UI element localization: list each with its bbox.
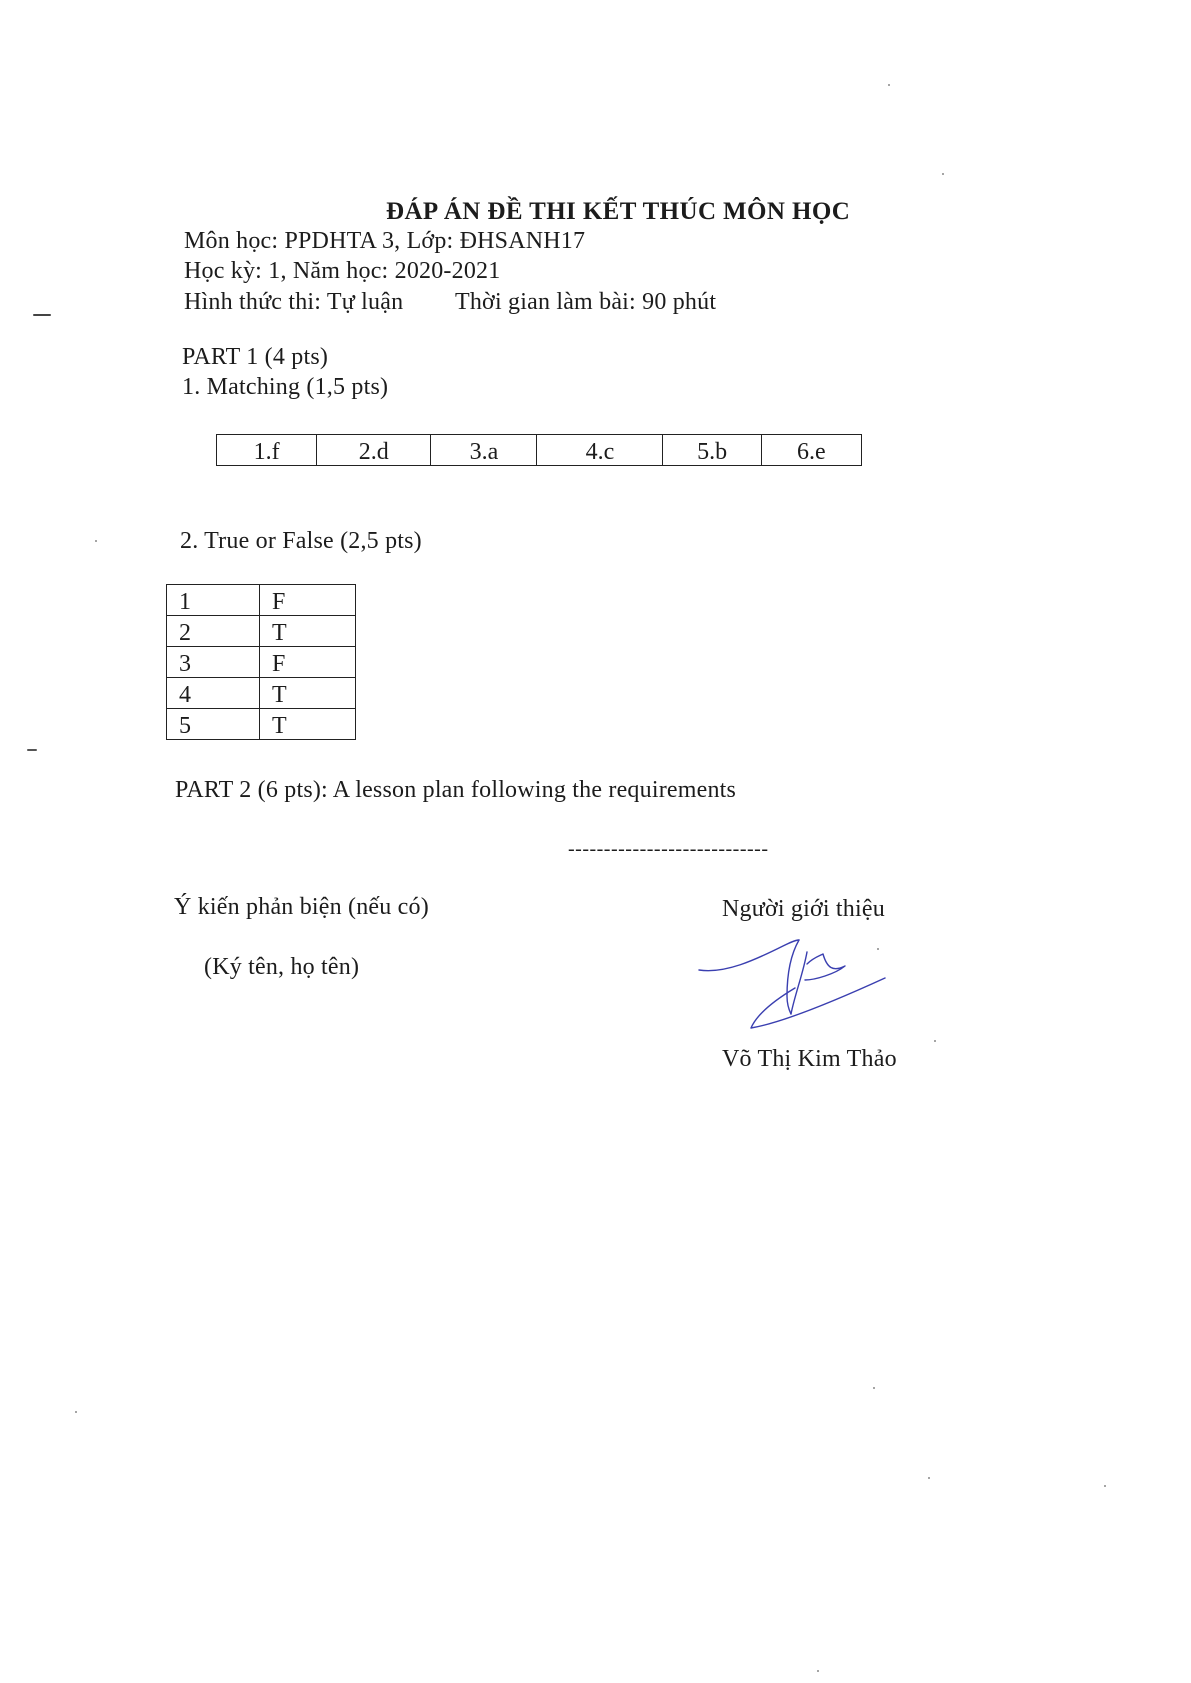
matching-answer-cell: 3.a (431, 435, 537, 466)
answer-cell: F (260, 647, 356, 678)
subject-class-line: Môn học: PPDHTA 3, Lớp: ĐHSANH17 (184, 228, 586, 254)
document-title: ĐÁP ÁN ĐỀ THI KẾT THÚC MÔN HỌC (386, 198, 851, 225)
matching-answer-cell: 4.c (537, 435, 663, 466)
scan-speck (33, 314, 51, 316)
question-number-cell: 3 (167, 647, 260, 678)
true-false-answer-table (166, 584, 356, 740)
question-number-cell: 4 (167, 678, 260, 709)
introducer-name: Võ Thị Kim Thảo (722, 1046, 897, 1072)
scan-speck (942, 173, 944, 175)
matching-answer-cell: 1.f (217, 435, 317, 466)
matching-heading: 1. Matching (1,5 pts) (182, 374, 389, 400)
matching-answer-cell: 2.d (317, 435, 431, 466)
table-row (167, 616, 356, 647)
exam-format-line: Hình thức thi: Tự luận (184, 289, 404, 315)
table-row (167, 709, 356, 740)
reviewer-label: Ý kiến phản biện (nếu có) (174, 894, 429, 920)
handwritten-signature (695, 934, 905, 1044)
scan-speck (1104, 1485, 1106, 1487)
scan-speck (27, 749, 37, 751)
table-row (217, 435, 862, 466)
answer-cell: F (260, 585, 356, 616)
question-number-cell: 1 (167, 585, 260, 616)
table-row (167, 647, 356, 678)
matching-answer-cell: 6.e (761, 435, 861, 466)
exam-duration-line: Thời gian làm bài: 90 phút (455, 289, 717, 315)
reviewer-sign-note: (Ký tên, họ tên) (204, 954, 360, 980)
table-row (167, 585, 356, 616)
question-number-cell: 2 (167, 616, 260, 647)
scan-speck (873, 1387, 875, 1389)
matching-answer-cell: 5.b (663, 435, 761, 466)
answer-cell: T (260, 709, 356, 740)
scan-speck (75, 1411, 77, 1413)
signature-strokes (699, 940, 885, 1028)
scan-speck (928, 1477, 930, 1479)
separator-line: ---------------------------- (568, 838, 769, 860)
true-false-heading: 2. True or False (2,5 pts) (180, 528, 422, 554)
semester-year-line: Học kỳ: 1, Năm học: 2020-2021 (184, 258, 501, 284)
matching-answer-table (216, 434, 862, 466)
introducer-label: Người giới thiệu (722, 896, 885, 922)
answer-cell: T (260, 616, 356, 647)
table-row (167, 678, 356, 709)
scan-speck (95, 540, 97, 542)
part1-heading: PART 1 (4 pts) (182, 344, 329, 370)
answer-cell: T (260, 678, 356, 709)
scan-speck (888, 84, 890, 86)
question-number-cell: 5 (167, 709, 260, 740)
scan-speck (877, 948, 879, 950)
scan-speck (817, 1670, 819, 1672)
part2-heading: PART 2 (6 pts): A lesson plan following the requirements (175, 777, 737, 803)
scan-speck (934, 1040, 936, 1042)
